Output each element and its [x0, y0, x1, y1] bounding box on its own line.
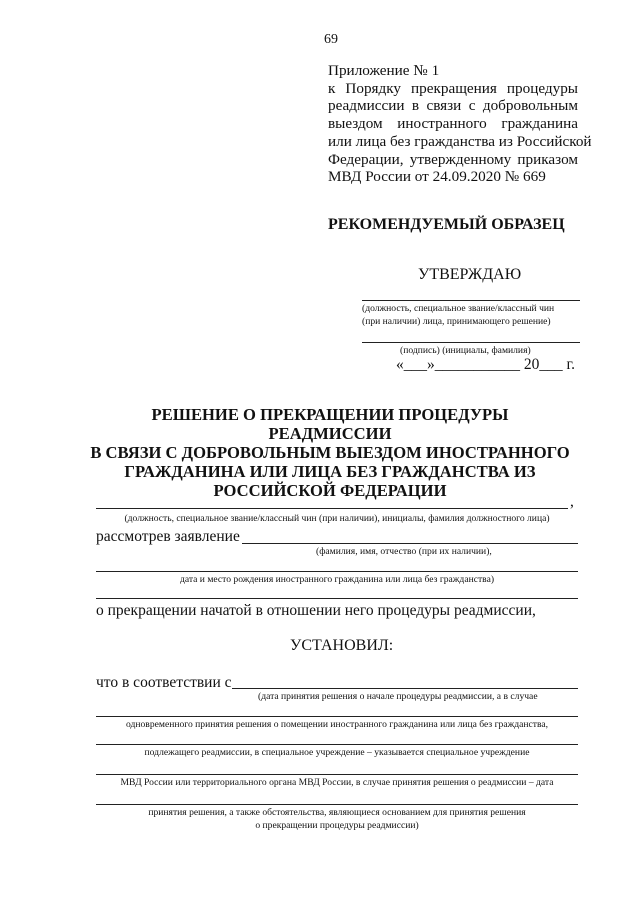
appendix-line: реадмиссии в связи с добровольным	[328, 97, 578, 115]
considered-label: рассмотрев заявление	[96, 528, 240, 545]
title-line: ГРАЖДАНИНА ИЛИ ЛИЦА БЕЗ ГРАЖДАНСТВА ИЗ	[124, 462, 536, 481]
official-line	[96, 508, 568, 509]
basis-line	[96, 774, 578, 775]
applicant-line	[242, 543, 578, 544]
sample-heading: РЕКОМЕНДУЕМЫЙ ОБРАЗЕЦ	[328, 216, 565, 233]
approve-word: УТВЕРЖДАЮ	[418, 266, 522, 283]
established-heading: УСТАНОВИЛ:	[290, 637, 394, 654]
fio-caption: (фамилия, имя, отчество (при их наличии),	[316, 546, 492, 557]
blank-line	[96, 598, 578, 599]
basis-caption: принятия решения, а также обстоятельства, являющиеся основанием для принятия решения	[148, 807, 526, 818]
position-line	[362, 300, 580, 301]
basis-line	[96, 716, 578, 717]
official-caption: (должность, специальное звание/классный чин (при наличии), инициалы, фамилия должностного лица)	[124, 513, 550, 524]
title-line: РОССИЙСКОЙ ФЕДЕРАЦИИ	[213, 481, 447, 500]
appendix-line: Федерации, утвержденному приказом	[328, 150, 578, 168]
basis-caption: МВД России или территориального органа МВД России, в случае принятия решения о реадмиссии – дата	[120, 777, 554, 788]
basis-caption: подлежащего реадмиссии, в специальное учреждение – указывается специальное учреждение	[144, 747, 530, 758]
appendix-line: к Порядку прекращения процедуры	[328, 79, 578, 97]
termination-text: о прекращении начатой в отношении него процедуры реадмиссии,	[96, 602, 536, 619]
title-line: РЕШЕНИЕ О ПРЕКРАЩЕНИИ ПРОЦЕДУРЫ РЕАДМИССИИ	[151, 405, 509, 443]
page-number: 69	[324, 32, 338, 47]
basis-line	[96, 804, 578, 805]
basis-caption: о прекращении процедуры реадмиссии)	[255, 820, 419, 831]
accordance-line	[232, 688, 578, 689]
appendix-line: МВД России от 24.09.2020 № 669	[328, 168, 546, 186]
appendix-line: выездом иностранного гражданина	[328, 115, 578, 133]
appendix-line: или лица без гражданства из Российской	[328, 132, 592, 150]
accordance-label: что в соответствии с	[96, 674, 232, 691]
appendix-block	[328, 62, 592, 186]
position-caption: (при наличии) лица, принимающего решение)	[362, 316, 551, 327]
approval-date: «___»___________ 20___ г.	[396, 356, 575, 373]
position-caption: (должность, специальное звание/классный чин	[362, 303, 555, 314]
appendix-line: Приложение № 1	[328, 62, 440, 79]
basis-caption: одновременного принятия решения о помещении иностранного гражданина или лица без гражданства,	[125, 719, 549, 730]
title-line: В СВЯЗИ С ДОБРОВОЛЬНЫМ ВЫЕЗДОМ ИНОСТРАННОГО	[90, 443, 570, 462]
document-title	[90, 405, 570, 500]
basis-caption: (дата принятия решения о начале процедуры реадмиссии, а в случае	[258, 691, 538, 702]
basis-line	[96, 744, 578, 745]
birth-line	[96, 571, 578, 572]
official-comma: ,	[570, 493, 574, 510]
birth-caption: дата и место рождения иностранного гражданина или лица без гражданства)	[179, 574, 495, 585]
signature-line	[362, 342, 580, 343]
signature-caption: (подпись) (инициалы, фамилия)	[400, 345, 531, 356]
